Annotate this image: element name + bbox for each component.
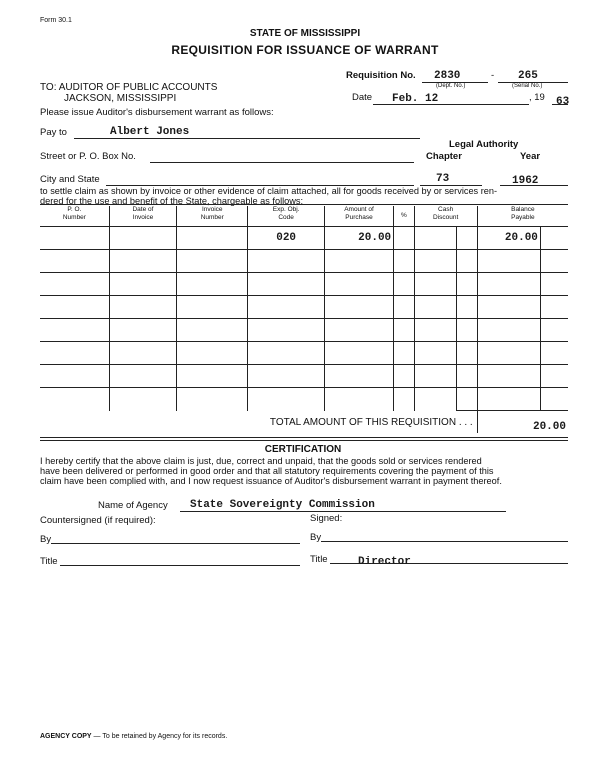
agency-line (180, 511, 506, 512)
table-row (40, 250, 568, 273)
agency-label: Name of Agency (98, 500, 168, 511)
to-auditor-line: TO: AUDITOR OF PUBLIC ACCOUNTS (40, 82, 218, 93)
pay-to-line (74, 138, 420, 139)
dept-no-value[interactable]: 2830 (434, 70, 461, 82)
signed-title-label: Title (310, 554, 328, 565)
exp-code-cell[interactable]: 020 (248, 227, 324, 250)
table-header-row (40, 206, 568, 227)
footer-bold: AGENCY COPY (40, 733, 92, 740)
serial-no-caption: (Serial No.) (512, 83, 543, 89)
charges-table (40, 206, 568, 433)
table-top-rule (40, 204, 568, 205)
balance-cell[interactable]: 20.00 (477, 227, 540, 250)
counter-by-label: By (40, 534, 52, 545)
to-city-line: JACKSON, MISSISSIPPI (64, 93, 177, 104)
col-date-invoice: Date of Invoice (109, 206, 176, 227)
col-invoice-number: Invoice Number (177, 206, 248, 227)
total-row (40, 411, 568, 434)
agency-value[interactable]: State Sovereignty Commission (190, 499, 375, 511)
table-row (40, 342, 568, 365)
page-title: REQUISITION FOR ISSUANCE OF WARRANT (171, 43, 439, 57)
col-percent: % (394, 206, 414, 227)
serial-no-value[interactable]: 265 (518, 70, 538, 82)
year-authority-value[interactable]: 1962 (512, 175, 539, 187)
street-line (150, 162, 414, 163)
requisition-label: Requisition No. (346, 70, 416, 81)
footer-note (40, 733, 227, 740)
chapter-value[interactable]: 73 (436, 173, 450, 185)
certification-title: CERTIFICATION (264, 444, 342, 455)
requisition-dash: - (491, 70, 495, 81)
col-po: P. O. Number (40, 206, 109, 227)
year-label: Year (520, 151, 541, 162)
date-label: Date (352, 92, 373, 103)
settle-text-1: to settle claim as shown by invoice or other evidence of claim attached, all for goods received by or services ren- (40, 186, 498, 196)
date-year-prefix: , 19 (529, 92, 545, 103)
total-rule-2 (40, 440, 568, 441)
counter-title-label: Title (40, 556, 58, 567)
amount-cell[interactable]: 20.00 (324, 227, 393, 250)
certification-line-3: claim have been complied with, and I now request issuance of Auditor's disbursement warrant in payment thereof. (40, 476, 502, 486)
col-amount: Amount of Purchase (324, 206, 393, 227)
col-balance: Balance Payable (477, 206, 568, 227)
total-rule-1 (40, 437, 568, 438)
pay-to-value[interactable]: Albert Jones (110, 126, 190, 138)
table-row (40, 388, 568, 411)
counter-title-line[interactable] (60, 565, 300, 566)
certification-line-1: I hereby certify that the above claim is just, due, correct and unpaid, that the goods sold or services rendered (40, 456, 482, 466)
col-exp-code: Exp. Obj. Code (248, 206, 324, 227)
signed-label: Signed: (310, 513, 343, 524)
date-value[interactable]: Feb. 12 (392, 93, 439, 105)
form-number: Form 30.1 (40, 17, 72, 24)
total-value[interactable]: 20.00 (477, 411, 568, 434)
chapter-label: Chapter (426, 151, 462, 162)
dept-no-caption: (Dept. No.) (436, 83, 466, 89)
counter-by-line[interactable] (51, 543, 300, 544)
city-label: City and State (40, 174, 100, 185)
date-year-value[interactable]: 63 (556, 96, 570, 108)
pay-to-label: Pay to (40, 127, 67, 138)
table-row (40, 273, 568, 296)
countersigned-label: Countersigned (if required): (40, 515, 156, 526)
table-row (40, 227, 568, 250)
table-row (40, 319, 568, 342)
settle-text-2: dered for the use and benefit of the State, chargeable as follows: (40, 196, 304, 206)
col-cash-discount: Cash Discount (414, 206, 477, 227)
legal-authority-label: Legal Authority (449, 139, 519, 150)
total-label: TOTAL AMOUNT OF THIS REQUISITION . . . (269, 416, 473, 428)
signed-by-line[interactable] (321, 541, 568, 542)
footer-text: — To be retained by Agency for its records. (91, 733, 228, 740)
instruction-text: Please issue Auditor's disbursement warrant as follows: (40, 107, 274, 118)
table-row (40, 365, 568, 388)
certification-line-2: have been delivered or performed in good order and that all statutory requirements covering the payment of this (40, 466, 494, 476)
state-heading: STATE OF MISSISSIPPI (249, 28, 361, 39)
signed-by-label: By (310, 532, 322, 543)
table-row (40, 296, 568, 319)
signed-title-value[interactable]: Director (358, 556, 411, 568)
street-label: Street or P. O. Box No. (40, 151, 136, 162)
